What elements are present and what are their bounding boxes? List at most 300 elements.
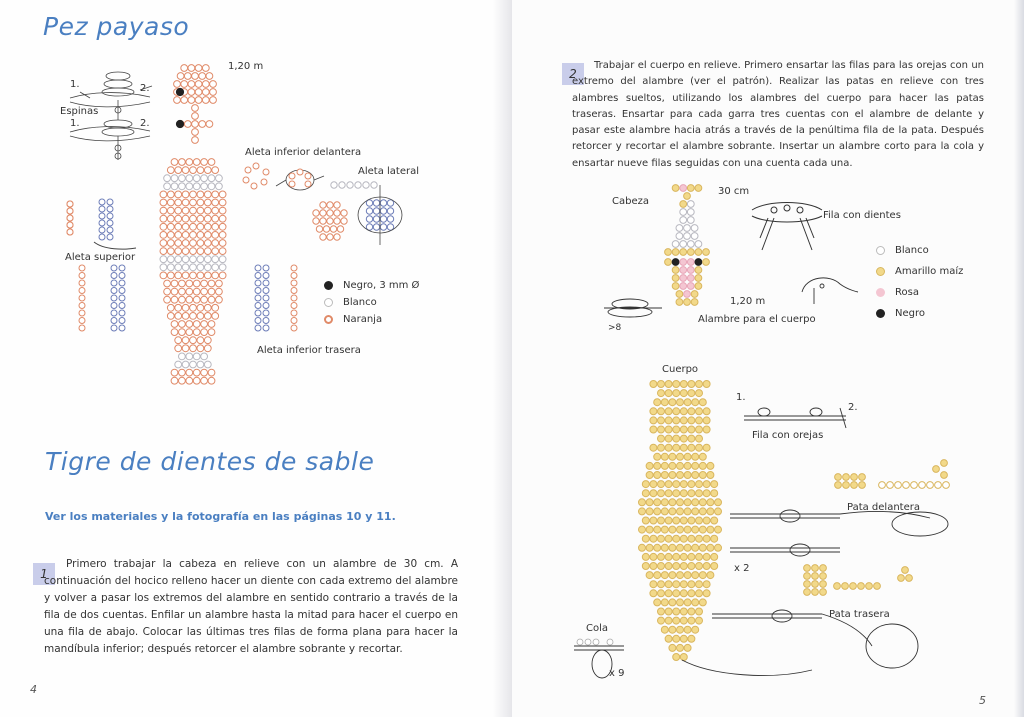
bead <box>190 264 197 271</box>
bead <box>291 303 297 309</box>
bead <box>680 267 687 274</box>
bead <box>703 249 710 256</box>
clownfish-head-diagram <box>165 64 225 144</box>
bead <box>680 201 687 208</box>
bead <box>320 218 326 224</box>
bead <box>171 183 178 190</box>
bead <box>842 583 849 590</box>
bead <box>208 159 215 166</box>
bead <box>672 241 679 248</box>
legend-swatch <box>324 315 333 324</box>
bead <box>179 288 186 295</box>
bead <box>219 248 226 255</box>
bead <box>219 264 226 271</box>
bead <box>669 453 676 460</box>
bead <box>650 417 657 424</box>
bead <box>696 581 703 588</box>
bead <box>658 563 665 570</box>
bead <box>669 644 676 651</box>
bead <box>204 207 211 214</box>
bead <box>190 272 197 279</box>
bead <box>642 490 649 497</box>
bead <box>804 589 811 596</box>
bead <box>111 280 117 286</box>
bead <box>107 227 113 233</box>
bead <box>677 472 684 479</box>
bead <box>202 97 209 104</box>
bead <box>334 218 340 224</box>
bead <box>684 193 691 200</box>
bead <box>193 329 200 336</box>
bead <box>661 526 668 533</box>
bead <box>943 482 950 489</box>
bead <box>695 267 702 274</box>
bead <box>334 210 340 216</box>
bead <box>182 361 189 368</box>
bead <box>658 517 665 524</box>
bead <box>219 272 226 279</box>
bead <box>174 97 181 104</box>
step2-paragraph <box>572 58 984 172</box>
bead <box>707 526 714 533</box>
bead <box>373 224 379 230</box>
bead <box>175 345 182 352</box>
page-title: Pez payaso <box>43 12 190 41</box>
bead <box>673 608 680 615</box>
legend-item-amarillo <box>876 266 963 277</box>
bead <box>255 295 261 301</box>
bead <box>186 296 193 303</box>
bead <box>812 565 819 572</box>
bead <box>699 453 706 460</box>
bead <box>879 482 886 489</box>
bead <box>696 553 703 560</box>
bead <box>804 573 811 580</box>
bead <box>687 275 694 282</box>
bead <box>190 207 197 214</box>
bead <box>179 369 186 376</box>
bead <box>111 295 117 301</box>
bead <box>182 199 189 206</box>
bead <box>673 563 680 570</box>
bead <box>79 295 85 301</box>
bead <box>202 65 209 72</box>
bead <box>692 453 699 460</box>
section-title: Tigre de dientes de sable <box>45 447 375 476</box>
bead <box>672 185 679 192</box>
bead <box>696 444 703 451</box>
bead <box>688 590 695 597</box>
bead <box>665 390 672 397</box>
bead <box>665 249 672 256</box>
bead <box>691 291 698 298</box>
bead <box>188 65 195 72</box>
bead <box>291 310 297 316</box>
bead <box>639 499 646 506</box>
bead <box>167 191 174 198</box>
bead <box>339 182 345 188</box>
bead <box>193 183 200 190</box>
wire <box>94 242 136 249</box>
bead <box>804 581 811 588</box>
bead <box>182 264 189 271</box>
bead <box>691 233 698 240</box>
bead <box>684 599 691 606</box>
bead <box>212 232 219 239</box>
bead <box>320 202 326 208</box>
bead <box>696 535 703 542</box>
bead <box>711 517 718 524</box>
bead <box>933 466 940 473</box>
bead <box>212 199 219 206</box>
bead <box>327 218 333 224</box>
bead <box>692 399 699 406</box>
bead <box>197 272 204 279</box>
bead <box>703 426 710 433</box>
bead <box>175 264 182 271</box>
bead <box>851 474 858 481</box>
legend-label: Negro <box>895 308 925 319</box>
bead <box>654 499 661 506</box>
bead <box>175 313 182 320</box>
bead <box>711 553 718 560</box>
bead <box>684 453 691 460</box>
bead <box>167 207 174 214</box>
bead <box>691 299 698 306</box>
bead <box>687 249 694 256</box>
bead <box>175 240 182 247</box>
bead <box>696 490 703 497</box>
bead <box>696 481 703 488</box>
bead <box>212 256 219 263</box>
bead <box>67 201 73 207</box>
bead <box>673 617 680 624</box>
wire-loop-diagram <box>604 292 664 332</box>
bead <box>204 191 211 198</box>
bead <box>341 210 347 216</box>
bead <box>201 353 208 360</box>
bead <box>699 462 706 469</box>
bead <box>650 426 657 433</box>
page-number: 5 <box>979 694 986 707</box>
bead <box>175 248 182 255</box>
bead <box>171 377 178 384</box>
bead <box>192 121 199 128</box>
bead <box>210 97 217 104</box>
bead <box>672 267 679 274</box>
bead <box>197 167 204 174</box>
bead <box>692 499 699 506</box>
bead <box>197 337 204 344</box>
bead <box>323 226 329 232</box>
bead <box>835 474 842 481</box>
legend-item-blanco <box>324 297 377 308</box>
bead <box>181 65 188 72</box>
bead <box>684 526 691 533</box>
bead <box>175 361 182 368</box>
wire-30-label: 30 cm <box>718 186 750 197</box>
bead <box>673 535 680 542</box>
bead <box>263 273 269 279</box>
bead <box>711 563 718 570</box>
bead <box>665 553 672 560</box>
aleta-superior-label: Aleta superior <box>65 252 136 263</box>
bead <box>673 590 680 597</box>
bead <box>167 215 174 222</box>
bead <box>688 381 695 388</box>
bead <box>255 265 261 271</box>
bead <box>696 617 703 624</box>
bead <box>665 444 672 451</box>
bead <box>684 399 691 406</box>
bead <box>199 121 206 128</box>
bead <box>673 517 680 524</box>
bead <box>692 472 699 479</box>
bead <box>167 272 174 279</box>
right-page <box>512 0 1024 717</box>
bead <box>820 565 827 572</box>
bead <box>164 183 171 190</box>
bead <box>669 572 676 579</box>
bead <box>107 199 113 205</box>
bead <box>650 517 657 524</box>
legend-label: Rosa <box>895 287 919 298</box>
bead <box>111 265 117 271</box>
bead <box>206 121 213 128</box>
bead <box>684 508 691 515</box>
bead <box>680 581 687 588</box>
bead <box>177 73 184 80</box>
bead <box>665 563 672 570</box>
bead <box>79 265 85 271</box>
bead <box>715 508 722 515</box>
step-number-box: 1 <box>33 563 55 585</box>
bead <box>680 275 687 282</box>
bead <box>99 199 105 205</box>
bead <box>79 318 85 324</box>
bead <box>650 381 657 388</box>
bead <box>688 390 695 397</box>
bead <box>119 273 125 279</box>
bead <box>182 256 189 263</box>
bead <box>703 381 710 388</box>
bead <box>201 159 208 166</box>
bead <box>171 296 178 303</box>
bead <box>639 526 646 533</box>
bead <box>835 482 842 489</box>
bead <box>665 417 672 424</box>
bead <box>687 283 694 290</box>
bead <box>79 280 85 286</box>
bead <box>703 444 710 451</box>
bead <box>320 210 326 216</box>
bead <box>182 272 189 279</box>
bead <box>182 304 189 311</box>
bead <box>654 544 661 551</box>
bead <box>658 617 665 624</box>
bead <box>646 526 653 533</box>
bead <box>677 462 684 469</box>
bead <box>160 207 167 214</box>
bead <box>658 581 665 588</box>
bead <box>650 553 657 560</box>
bead <box>204 256 211 263</box>
bead <box>201 296 208 303</box>
legend-swatch <box>876 288 885 297</box>
page-number: 4 <box>30 683 37 696</box>
bead <box>680 217 687 224</box>
bead <box>680 408 687 415</box>
bead <box>691 225 698 232</box>
bead <box>197 215 204 222</box>
bead <box>67 208 73 214</box>
bead <box>673 381 680 388</box>
bead <box>195 81 202 88</box>
bead <box>654 462 661 469</box>
bead <box>255 273 261 279</box>
bead <box>212 167 219 174</box>
legend-label: Negro, 3 mm Ø <box>343 280 420 291</box>
bead <box>658 426 665 433</box>
bead <box>263 295 269 301</box>
bead <box>669 626 676 633</box>
bead <box>263 280 269 286</box>
bead <box>202 81 209 88</box>
bead <box>330 226 336 232</box>
bead <box>182 240 189 247</box>
bead <box>216 183 223 190</box>
bead <box>366 208 372 214</box>
bead <box>669 462 676 469</box>
front-leg-beads <box>832 455 962 495</box>
bead <box>171 159 178 166</box>
bead <box>687 217 694 224</box>
bead <box>212 248 219 255</box>
bead <box>387 208 393 214</box>
legend-item-naranja <box>324 314 382 325</box>
bead <box>658 590 665 597</box>
legend-label: Naranja <box>343 314 383 325</box>
bead <box>859 482 866 489</box>
bead <box>687 209 694 216</box>
bead <box>212 223 219 230</box>
bead <box>188 81 195 88</box>
bead <box>184 73 191 80</box>
bead <box>699 472 706 479</box>
bead <box>688 481 695 488</box>
bead <box>688 426 695 433</box>
bead <box>291 325 297 331</box>
clownfish-body-diagram <box>143 158 243 388</box>
bead <box>167 223 174 230</box>
bead <box>160 256 167 263</box>
bead <box>672 275 679 282</box>
bead <box>639 544 646 551</box>
bead <box>212 215 219 222</box>
bead <box>193 377 200 384</box>
bead <box>175 191 182 198</box>
bead <box>197 313 204 320</box>
bead <box>658 444 665 451</box>
bead <box>672 283 679 290</box>
bead <box>182 337 189 344</box>
bead <box>699 572 706 579</box>
bead <box>676 225 683 232</box>
bead <box>703 490 710 497</box>
bead <box>171 280 178 287</box>
wire-120-label: 1,20 m <box>730 296 766 307</box>
bead <box>190 345 197 352</box>
bead <box>219 240 226 247</box>
bead <box>658 417 665 424</box>
bead <box>646 462 653 469</box>
bead <box>371 182 377 188</box>
bead <box>210 81 217 88</box>
bead <box>291 295 297 301</box>
bead <box>688 417 695 424</box>
bead <box>263 318 269 324</box>
bead <box>906 575 913 582</box>
bead <box>665 635 672 642</box>
bead <box>208 296 215 303</box>
bead <box>669 499 676 506</box>
bead <box>707 508 714 515</box>
step2-mark: 2. <box>848 402 858 413</box>
bead <box>703 590 710 597</box>
bead <box>673 581 680 588</box>
bead <box>851 482 858 489</box>
bead <box>684 291 691 298</box>
bead <box>193 321 200 328</box>
bead <box>186 369 193 376</box>
bead <box>696 426 703 433</box>
bead <box>673 490 680 497</box>
bead <box>680 563 687 570</box>
bead <box>696 408 703 415</box>
bead <box>677 599 684 606</box>
bead <box>650 563 657 570</box>
bead <box>665 435 672 442</box>
bead <box>676 291 683 298</box>
ears-row-diagram <box>740 404 850 430</box>
bead <box>175 304 182 311</box>
bead <box>212 304 219 311</box>
bead <box>197 264 204 271</box>
bead <box>193 159 200 166</box>
bead <box>654 472 661 479</box>
legend-item-blanco <box>876 245 929 256</box>
bead <box>642 517 649 524</box>
bead <box>204 232 211 239</box>
bead <box>665 608 672 615</box>
bead <box>201 369 208 376</box>
bead <box>193 353 200 360</box>
bead <box>688 435 695 442</box>
bead <box>673 553 680 560</box>
bead <box>680 259 687 266</box>
bead <box>695 185 702 192</box>
bead <box>373 200 379 206</box>
bead <box>692 462 699 469</box>
bead <box>703 563 710 570</box>
legend-swatch <box>324 298 333 307</box>
bead <box>164 280 171 287</box>
bead <box>654 508 661 515</box>
bead <box>79 273 85 279</box>
bead <box>673 654 680 661</box>
bead <box>688 535 695 542</box>
bead <box>197 232 204 239</box>
